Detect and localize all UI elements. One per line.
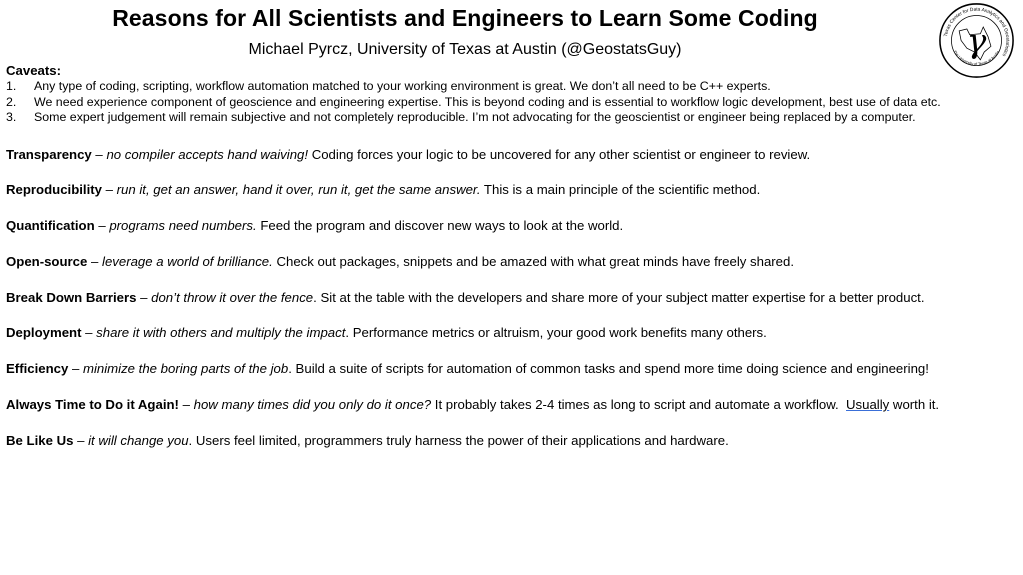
reason-term: Efficiency [6, 361, 69, 377]
reason-reproducibility: Reproducibility – run it, get an answer, hand it over, run it, get the same answer. This is a main principle of the scientific method. [6, 182, 761, 198]
reason-efficiency: Efficiency – minimize the boring parts of the job. Build a suite of scripts for automation of common tasks and spend more time doing science and engineering! [6, 361, 929, 377]
reason-text: . Sit at the table with the developers and share more of your subject matter expertise for a better product. [313, 289, 925, 305]
reason-term: Open-source [6, 253, 88, 269]
reason-text: . Build a suite of scripts for automation of common tasks and spend more time doing science and engineering! [288, 361, 929, 377]
reason-deployment: Deployment – share it with others and multiply the impact. Performance metrics or altruism, your good work benefits many others. [6, 325, 767, 341]
gamma-symbol: γ [966, 22, 987, 61]
reason-motto: no compiler accepts hand waiving! [106, 146, 309, 162]
reason-motto: minimize the boring parts of the job [82, 361, 289, 377]
reason-quantification: Quantification – programs need numbers. Feed the program and discover new ways to look at the world. [6, 218, 624, 234]
caveats-heading: Caveats: [6, 63, 61, 78]
reason-always-time: Always Time to Do it Again! – how many times did you only do it once? It probably takes 2-4 times as long to script and automate a workflow. Usually worth it. [6, 397, 940, 413]
caveat-number: 2. [6, 94, 17, 109]
caveat-item [6, 110, 1018, 126]
caveat-item [6, 95, 1018, 111]
caveat-text: Some expert judgement will remain subjective and not completely reproducible. I’m not advocating for the geoscientist or engineer being replaced by a computer. [34, 110, 916, 124]
reason-tail: worth it. [889, 397, 940, 413]
reason-transparency: Transparency – no compiler accepts hand waiving! Coding forces your logic to be uncovered for any other scientist or engineer to review. [6, 146, 811, 162]
reason-term: Quantification [6, 218, 95, 234]
caveat-text: We need experience component of geoscience and engineering expertise. This is beyond coding and is essential to workflow logic development, best use of data etc. [34, 94, 941, 109]
page-title: Reasons for All Scientists and Engineers to Learn Some Coding [112, 5, 818, 31]
caveat-text: Any type of coding, scripting, workflow automation matched to your working environment is great. We don’t all need to be C++ experts. [34, 79, 771, 93]
reason-text: It probably takes 2-4 times as long to script and automate a workflow. [431, 397, 847, 413]
reason-motto: programs need numbers. [109, 218, 257, 234]
reason-motto: it will change you [88, 432, 189, 448]
reason-text: Coding forces your logic to be uncovered for any other scientist or engineer to review. [308, 146, 811, 162]
reason-motto: run it, get an answer, hand it over, run it, get the same answer. [116, 182, 481, 198]
reason-term: Always Time to Do it Again! [6, 397, 179, 413]
page-subtitle: Michael Pyrcz, University of Texas at Austin (@GeostatsGuy) [248, 41, 682, 58]
main-content [6, 62, 1018, 449]
underlined-word: Usually [846, 397, 890, 413]
reason-term: Deployment [6, 325, 82, 341]
reason-motto: leverage a world of brilliance. [102, 253, 273, 269]
reason-text: . Performance metrics or altruism, your good work benefits many others. [345, 325, 767, 341]
reason-term: Reproducibility [6, 182, 102, 198]
reason-break-down-barriers: Break Down Barriers – don’t throw it over the fence. Sit at the table with the developers and share more of your subject matter expertise for a better product. [6, 289, 925, 305]
caveat-number: 3. [6, 110, 17, 124]
reason-text: . Users feel limited, programmers truly harness the power of their applications and hardware. [188, 432, 729, 448]
logo-ring-text: Texas Center for Data Analytics and Geostatistics [943, 7, 1010, 57]
reason-motto: how many times did you only do it once? [193, 397, 432, 413]
logo-bottom-text: The University of Texas at Austin [952, 49, 1001, 67]
caveats-list [6, 79, 1018, 126]
caveat-item [6, 79, 1018, 95]
reason-term: Be Like Us [6, 432, 74, 448]
reason-term: Transparency [6, 146, 92, 162]
reason-text: Feed the program and discover new ways to look at the world. [256, 218, 624, 234]
reason-motto: don’t throw it over the fence [151, 289, 314, 305]
reason-motto: share it with others and multiply the impact [96, 325, 346, 341]
reason-term: Break Down Barriers [6, 289, 137, 305]
reason-text: This is a main principle of the scientific method. [480, 182, 761, 198]
caveat-number: 1. [6, 79, 17, 93]
reason-be-like-us: Be Like Us – it will change you. Users feel limited, programmers truly harness the power of their applications and hardware. [6, 432, 729, 448]
reason-open-source: Open-source – leverage a world of brilliance. Check out packages, snippets and be amazed with what great minds have freely shared. [6, 253, 795, 269]
reason-text: Check out packages, snippets and be amazed with what great minds have freely shared. [272, 253, 795, 269]
